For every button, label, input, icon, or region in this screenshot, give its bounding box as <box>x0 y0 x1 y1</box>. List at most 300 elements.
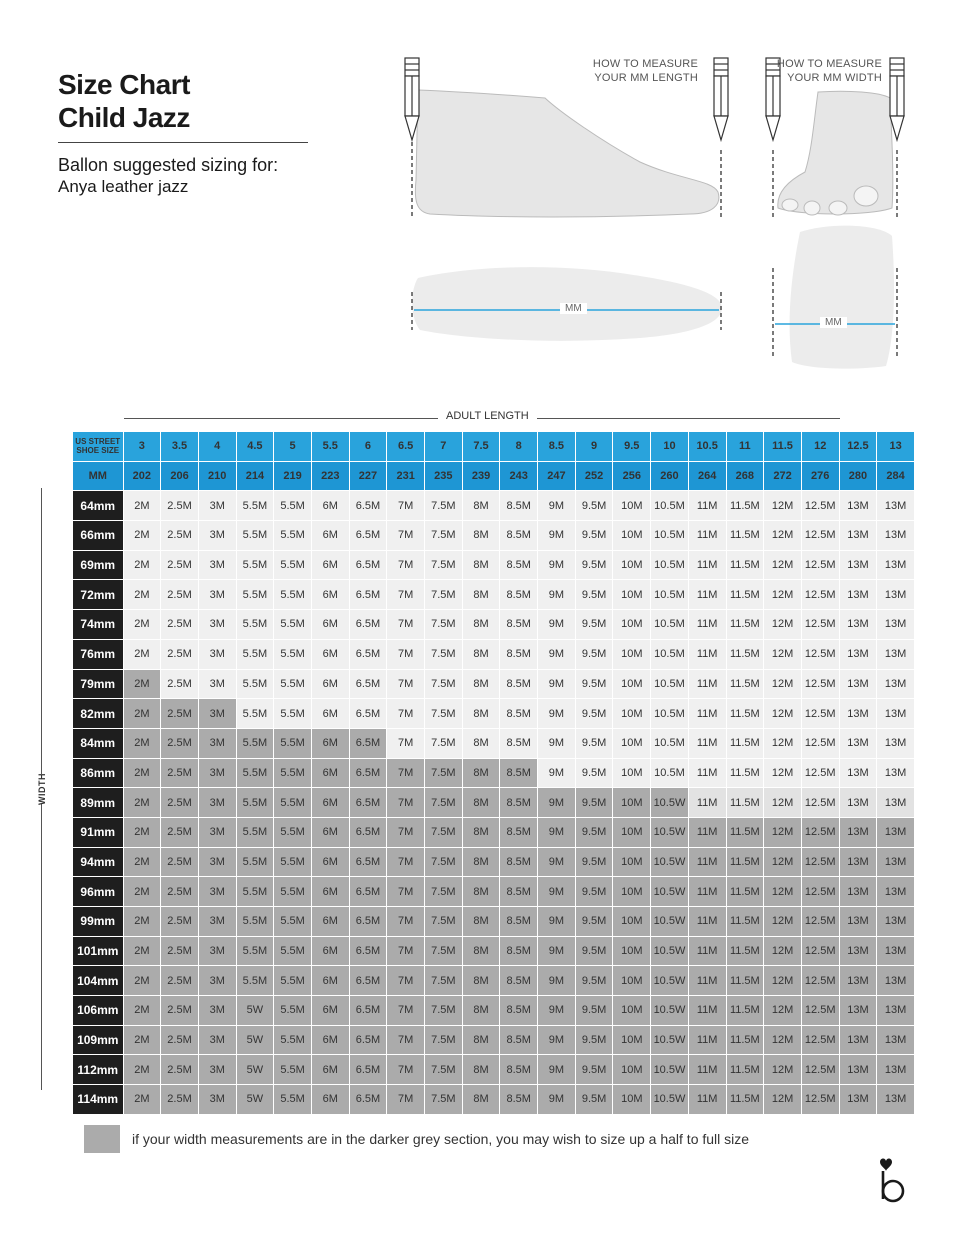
size-cell: 8M <box>462 669 500 699</box>
size-cell: 11.5M <box>726 610 764 640</box>
size-cell: 8M <box>462 1055 500 1085</box>
size-cell: 10M <box>613 550 651 580</box>
size-cell: 8M <box>462 817 500 847</box>
size-cell: 11.5M <box>726 580 764 610</box>
size-cell: 6M <box>311 580 349 610</box>
width-row-label: 106mm <box>73 996 123 1026</box>
size-cell: 12M <box>764 1025 802 1055</box>
mm-header-cell: 219 <box>274 461 312 491</box>
size-cell: 10.5M <box>651 639 689 669</box>
size-cell: 11M <box>688 550 726 580</box>
size-cell: 12.5M <box>801 758 839 788</box>
width-row-label: 114mm <box>73 1085 123 1115</box>
size-cell: 5.5M <box>236 550 274 580</box>
size-cell: 8.5M <box>500 491 538 521</box>
mm-header-cell: 227 <box>349 461 387 491</box>
size-cell: 13M <box>839 639 877 669</box>
size-cell: 10.5W <box>651 817 689 847</box>
size-cell: 7M <box>387 491 425 521</box>
size-cell: 11.5M <box>726 491 764 521</box>
size-cell: 11M <box>688 877 726 907</box>
size-cell: 3M <box>198 550 236 580</box>
size-cell: 5.5M <box>274 639 312 669</box>
size-cell: 6.5M <box>349 728 387 758</box>
size-cell: 12M <box>764 610 802 640</box>
size-cell: 9M <box>538 550 576 580</box>
size-chart-table <box>73 432 915 1115</box>
shoe-size-header-cell: 10.5 <box>688 432 726 461</box>
size-cell: 9.5M <box>575 1055 613 1085</box>
size-cell: 10.5W <box>651 1055 689 1085</box>
size-cell: 7M <box>387 1025 425 1055</box>
size-cell: 8.5M <box>500 817 538 847</box>
size-cell: 6.5M <box>349 699 387 729</box>
size-cell: 10.5W <box>651 1085 689 1115</box>
size-cell: 6M <box>311 817 349 847</box>
size-cell: 9.5M <box>575 966 613 996</box>
size-cell: 11M <box>688 491 726 521</box>
size-cell: 2.5M <box>161 817 199 847</box>
size-cell: 5W <box>236 1025 274 1055</box>
size-cell: 5.5M <box>274 728 312 758</box>
size-cell: 12.5M <box>801 936 839 966</box>
size-cell: 8.5M <box>500 877 538 907</box>
size-cell: 5.5M <box>236 907 274 937</box>
size-cell: 7.5M <box>425 580 463 610</box>
size-cell: 11M <box>688 758 726 788</box>
size-cell: 9.5M <box>575 521 613 551</box>
size-cell: 11.5M <box>726 1025 764 1055</box>
size-cell: 10.5W <box>651 966 689 996</box>
size-cell: 7M <box>387 847 425 877</box>
size-cell: 8M <box>462 966 500 996</box>
size-cell: 7.5M <box>425 966 463 996</box>
size-cell: 10M <box>613 907 651 937</box>
size-cell: 6.5M <box>349 907 387 937</box>
size-cell: 6.5M <box>349 936 387 966</box>
width-row-label: 112mm <box>73 1055 123 1085</box>
size-cell: 3M <box>198 610 236 640</box>
shoe-size-header-cell: 9 <box>575 432 613 461</box>
size-cell: 6.5M <box>349 550 387 580</box>
size-cell: 10.5W <box>651 936 689 966</box>
shoe-size-header-cell: 8 <box>500 432 538 461</box>
size-cell: 2M <box>123 758 161 788</box>
shoe-size-header-cell: 6.5 <box>387 432 425 461</box>
size-cell: 8M <box>462 758 500 788</box>
size-cell: 13M <box>877 996 915 1026</box>
width-row-label: 69mm <box>73 550 123 580</box>
size-cell: 7.5M <box>425 996 463 1026</box>
size-cell: 2.5M <box>161 1055 199 1085</box>
size-cell: 7.5M <box>425 610 463 640</box>
size-cell: 10.5W <box>651 788 689 818</box>
size-cell: 7.5M <box>425 936 463 966</box>
size-cell: 12M <box>764 1085 802 1115</box>
size-cell: 13M <box>839 936 877 966</box>
width-caption-line-1: HOW TO MEASURE <box>776 58 882 70</box>
size-cell: 6M <box>311 728 349 758</box>
pencil-icon <box>714 58 728 140</box>
size-cell: 13M <box>877 817 915 847</box>
size-cell: 9M <box>538 966 576 996</box>
size-cell: 9M <box>538 728 576 758</box>
size-cell: 2M <box>123 936 161 966</box>
size-cell: 3M <box>198 1085 236 1115</box>
size-cell: 5.5M <box>274 1055 312 1085</box>
width-mm-label: MM <box>820 317 847 328</box>
size-cell: 12M <box>764 491 802 521</box>
width-row-label: 76mm <box>73 639 123 669</box>
size-cell: 9M <box>538 877 576 907</box>
size-cell: 3M <box>198 699 236 729</box>
size-cell: 11M <box>688 788 726 818</box>
size-cell: 10.5W <box>651 1025 689 1055</box>
size-cell: 2.5M <box>161 1025 199 1055</box>
size-cell: 3M <box>198 788 236 818</box>
size-cell: 7M <box>387 996 425 1026</box>
size-cell: 13M <box>877 1025 915 1055</box>
size-cell: 2M <box>123 699 161 729</box>
size-cell: 12M <box>764 966 802 996</box>
size-cell: 6.5M <box>349 610 387 640</box>
size-cell: 10M <box>613 728 651 758</box>
size-cell: 11.5M <box>726 966 764 996</box>
size-cell: 6M <box>311 550 349 580</box>
size-cell: 5.5M <box>236 580 274 610</box>
shoe-size-header-cell: 4.5 <box>236 432 274 461</box>
size-cell: 12M <box>764 758 802 788</box>
table-row <box>73 996 914 1026</box>
shoe-size-header-cell: 11 <box>726 432 764 461</box>
size-cell: 6M <box>311 1055 349 1085</box>
size-cell: 10.5W <box>651 877 689 907</box>
size-cell: 13M <box>877 1085 915 1115</box>
size-cell: 6M <box>311 1085 349 1115</box>
mm-header-cell: 210 <box>198 461 236 491</box>
size-cell: 13M <box>877 877 915 907</box>
size-cell: 9.5M <box>575 758 613 788</box>
size-cell: 11.5M <box>726 877 764 907</box>
size-cell: 9.5M <box>575 550 613 580</box>
size-cell: 12M <box>764 817 802 847</box>
size-cell: 11M <box>688 580 726 610</box>
table-row <box>73 550 914 580</box>
size-cell: 7M <box>387 550 425 580</box>
table-row <box>73 758 914 788</box>
mm-header-cell: 243 <box>500 461 538 491</box>
size-cell: 2M <box>123 610 161 640</box>
size-cell: 5.5M <box>236 847 274 877</box>
size-cell: 3M <box>198 669 236 699</box>
size-cell: 9.5M <box>575 936 613 966</box>
width-caption-line-2: YOUR MM WIDTH <box>787 72 882 84</box>
size-cell: 11M <box>688 610 726 640</box>
size-cell: 6M <box>311 758 349 788</box>
size-cell: 11.5M <box>726 847 764 877</box>
width-row-label: 64mm <box>73 491 123 521</box>
size-cell: 6.5M <box>349 966 387 996</box>
length-mm-label: MM <box>560 303 587 314</box>
size-cell: 8M <box>462 550 500 580</box>
pencil-icon <box>890 58 904 140</box>
size-cell: 2.5M <box>161 788 199 818</box>
size-cell: 7M <box>387 907 425 937</box>
size-cell: 13M <box>877 1055 915 1085</box>
width-axis <box>22 774 62 804</box>
size-cell: 11M <box>688 907 726 937</box>
size-cell: 2M <box>123 1085 161 1115</box>
size-cell: 7.5M <box>425 699 463 729</box>
size-cell: 11.5M <box>726 996 764 1026</box>
size-cell: 7.5M <box>425 817 463 847</box>
size-cell: 12.5M <box>801 728 839 758</box>
size-cell: 12.5M <box>801 1085 839 1115</box>
size-cell: 9M <box>538 758 576 788</box>
size-cell: 13M <box>839 1085 877 1115</box>
size-cell: 5.5M <box>274 788 312 818</box>
size-cell: 6M <box>311 996 349 1026</box>
shoe-size-header-label: US STREET SHOE SIZE <box>73 432 123 461</box>
size-cell: 8.5M <box>500 936 538 966</box>
size-cell: 13M <box>877 699 915 729</box>
size-cell: 13M <box>839 847 877 877</box>
size-cell: 3M <box>198 521 236 551</box>
mm-header-cell: 264 <box>688 461 726 491</box>
size-cell: 2.5M <box>161 669 199 699</box>
size-cell: 11M <box>688 639 726 669</box>
size-cell: 2M <box>123 491 161 521</box>
table-row <box>73 936 914 966</box>
size-cell: 7M <box>387 1055 425 1085</box>
length-caption-line-2: YOUR MM LENGTH <box>594 72 698 84</box>
mm-header-cell: 202 <box>123 461 161 491</box>
size-cell: 5.5M <box>274 877 312 907</box>
size-cell: 9.5M <box>575 1025 613 1055</box>
size-cell: 5.5M <box>236 966 274 996</box>
size-cell: 9M <box>538 699 576 729</box>
size-cell: 11.5M <box>726 550 764 580</box>
size-cell: 10.5W <box>651 847 689 877</box>
size-cell: 8.5M <box>500 758 538 788</box>
size-cell: 5.5M <box>236 699 274 729</box>
mm-header-label: MM <box>73 461 123 491</box>
size-cell: 13M <box>877 639 915 669</box>
size-cell: 13M <box>877 936 915 966</box>
size-cell: 5.5M <box>236 610 274 640</box>
length-measure-caption <box>586 57 698 85</box>
size-cell: 10M <box>613 1055 651 1085</box>
size-cell: 12.5M <box>801 669 839 699</box>
size-cell: 3M <box>198 758 236 788</box>
size-cell: 12M <box>764 996 802 1026</box>
size-cell: 5.5M <box>236 491 274 521</box>
size-cell: 12.5M <box>801 1025 839 1055</box>
size-cell: 2.5M <box>161 966 199 996</box>
size-cell: 7.5M <box>425 550 463 580</box>
width-row-label: 74mm <box>73 610 123 640</box>
size-cell: 6.5M <box>349 639 387 669</box>
size-cell: 3M <box>198 728 236 758</box>
size-cell: 13M <box>877 966 915 996</box>
size-cell: 9M <box>538 639 576 669</box>
size-cell: 3M <box>198 1055 236 1085</box>
size-cell: 5.5M <box>236 521 274 551</box>
size-cell: 7M <box>387 699 425 729</box>
size-cell: 10M <box>613 1085 651 1115</box>
size-cell: 7.5M <box>425 1025 463 1055</box>
size-cell: 6M <box>311 699 349 729</box>
size-cell: 12.5M <box>801 907 839 937</box>
ballon-b-heart-logo <box>874 1156 914 1206</box>
size-cell: 8.5M <box>500 580 538 610</box>
size-cell: 6.5M <box>349 877 387 907</box>
size-cell: 10M <box>613 817 651 847</box>
size-cell: 13M <box>877 669 915 699</box>
size-cell: 11.5M <box>726 521 764 551</box>
size-cell: 3M <box>198 966 236 996</box>
width-row-label: 79mm <box>73 669 123 699</box>
size-cell: 9M <box>538 669 576 699</box>
size-cell: 8.5M <box>500 907 538 937</box>
size-cell: 11.5M <box>726 936 764 966</box>
shoe-size-header-row <box>73 432 914 461</box>
size-cell: 8M <box>462 877 500 907</box>
table-row <box>73 1055 914 1085</box>
size-cell: 13M <box>839 728 877 758</box>
size-cell: 8.5M <box>500 699 538 729</box>
size-cell: 11.5M <box>726 728 764 758</box>
size-cell: 10M <box>613 877 651 907</box>
adult-length-axis <box>124 410 840 426</box>
size-cell: 9M <box>538 521 576 551</box>
shoe-size-header-cell: 5 <box>274 432 312 461</box>
table-row <box>73 1085 914 1115</box>
size-cell: 12M <box>764 907 802 937</box>
mm-header-cell: 239 <box>462 461 500 491</box>
size-cell: 3M <box>198 1025 236 1055</box>
size-cell: 2.5M <box>161 936 199 966</box>
size-cell: 8M <box>462 936 500 966</box>
size-cell: 8.5M <box>500 966 538 996</box>
size-cell: 10M <box>613 580 651 610</box>
size-cell: 2.5M <box>161 907 199 937</box>
size-cell: 11M <box>688 728 726 758</box>
mm-header-cell: 235 <box>425 461 463 491</box>
size-cell: 3M <box>198 996 236 1026</box>
size-cell: 5.5M <box>274 847 312 877</box>
size-cell: 9.5M <box>575 847 613 877</box>
size-cell: 7.5M <box>425 491 463 521</box>
size-cell: 3M <box>198 847 236 877</box>
size-cell: 11M <box>688 669 726 699</box>
width-row-label: 94mm <box>73 847 123 877</box>
size-cell: 2M <box>123 847 161 877</box>
subtitle-line-2: Anya leather jazz <box>58 177 189 196</box>
size-cell: 5.5M <box>274 907 312 937</box>
size-cell: 12M <box>764 699 802 729</box>
table-row <box>73 788 914 818</box>
size-cell: 10M <box>613 639 651 669</box>
size-cell: 11.5M <box>726 699 764 729</box>
size-cell: 12M <box>764 788 802 818</box>
size-cell: 13M <box>839 1025 877 1055</box>
size-cell: 11M <box>688 817 726 847</box>
mm-header-cell: 284 <box>877 461 915 491</box>
size-cell: 6M <box>311 610 349 640</box>
length-caption-line-1: HOW TO MEASURE <box>592 58 698 70</box>
size-cell: 8.5M <box>500 639 538 669</box>
table-row <box>73 847 914 877</box>
size-cell: 5.5M <box>236 936 274 966</box>
size-cell: 5.5M <box>274 1025 312 1055</box>
shoe-size-header-cell: 7 <box>425 432 463 461</box>
size-cell: 2.5M <box>161 996 199 1026</box>
width-row-label: 99mm <box>73 907 123 937</box>
legend-text: if your width measurements are in the darker grey section, you may wish to size up a half to full size <box>132 1131 750 1147</box>
size-cell: 8.5M <box>500 1085 538 1115</box>
size-cell: 5.5M <box>274 996 312 1026</box>
size-cell: 13M <box>877 610 915 640</box>
size-cell: 13M <box>877 847 915 877</box>
width-row-label: 104mm <box>73 966 123 996</box>
size-cell: 9.5M <box>575 610 613 640</box>
size-cell: 12.5M <box>801 996 839 1026</box>
size-cell: 5.5M <box>236 817 274 847</box>
size-cell: 13M <box>839 966 877 996</box>
size-cell: 8M <box>462 491 500 521</box>
size-cell: 10.5M <box>651 758 689 788</box>
size-cell: 10.5M <box>651 699 689 729</box>
size-cell: 9.5M <box>575 788 613 818</box>
size-cell: 13M <box>877 907 915 937</box>
size-cell: 6M <box>311 966 349 996</box>
size-cell: 2.5M <box>161 550 199 580</box>
size-cell: 6.5M <box>349 996 387 1026</box>
size-cell: 9.5M <box>575 907 613 937</box>
size-cell: 2.5M <box>161 521 199 551</box>
size-cell: 13M <box>839 1055 877 1085</box>
size-cell: 5.5M <box>274 936 312 966</box>
size-cell: 10.5M <box>651 610 689 640</box>
size-cell: 3M <box>198 907 236 937</box>
size-cell: 8M <box>462 610 500 640</box>
size-cell: 2.5M <box>161 699 199 729</box>
size-cell: 12M <box>764 877 802 907</box>
size-cell: 13M <box>839 521 877 551</box>
size-cell: 13M <box>877 728 915 758</box>
width-row-label: 91mm <box>73 817 123 847</box>
size-cell: 12M <box>764 639 802 669</box>
size-cell: 8.5M <box>500 788 538 818</box>
table-row <box>73 877 914 907</box>
shoe-size-header-cell: 10 <box>651 432 689 461</box>
size-cell: 5.5M <box>236 639 274 669</box>
size-cell: 6.5M <box>349 758 387 788</box>
size-cell: 6.5M <box>349 521 387 551</box>
size-cell: 5.5M <box>274 817 312 847</box>
mm-header-cell: 256 <box>613 461 651 491</box>
size-cell: 7M <box>387 728 425 758</box>
size-cell: 12.5M <box>801 521 839 551</box>
size-cell: 7M <box>387 521 425 551</box>
table-row <box>73 728 914 758</box>
size-cell: 12.5M <box>801 639 839 669</box>
size-cell: 7M <box>387 669 425 699</box>
size-cell: 5.5M <box>274 521 312 551</box>
size-cell: 10M <box>613 966 651 996</box>
size-cell: 5.5M <box>274 1085 312 1115</box>
